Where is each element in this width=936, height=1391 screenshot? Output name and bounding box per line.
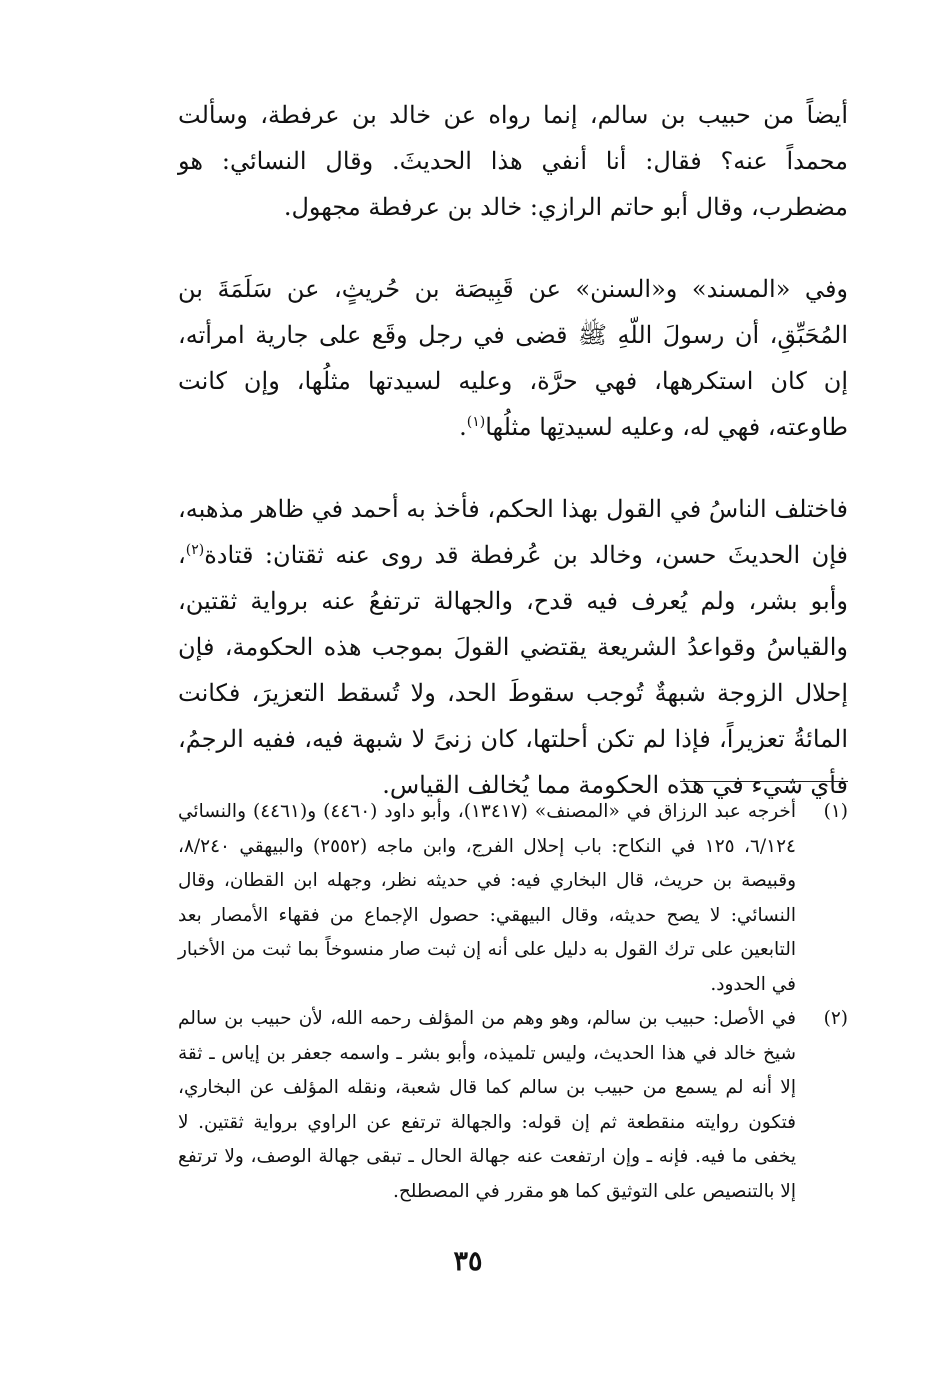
footnote-2-text: في الأصل: حبيب بن سالم، وهو وهم من المؤلف رحمه الله، لأن حبيب بن سالم شيخ خالد في هذا الحديث، وليس تلميذه، وأبو بشر ـ واسمه جعفر بن إياس ـ ثقة إلا أنه لم يسمع من حبيب بن سالم كما قال شعبة، ونقله المؤلف عن البخاري، فتكون روايته منقطعة ثم إن قوله: والجهالة ترتفع عن الراوي برواية ثقتين. لا يخفى ما فيه. فإنه ـ وإن ارتفعت عنه جهالة الحال ـ تبقى جهالة الوصف، ولا ترتفع إلا بالتنصيص على التوثيق كما هو مقرر في المصطلح. (178, 1008, 796, 1202)
paragraph-3 (178, 486, 848, 808)
footnote-ref-1[interactable]: (١) (466, 414, 486, 430)
footnotes (178, 795, 848, 1209)
paragraph-2 (178, 266, 848, 450)
paragraph-3-text-a: فاختلف الناسُ في القول بهذا الحكم، فأخذ به أحمد في ظاهر مذهبه، فإن الحديثَ حسن، وخالد بن عُرفطة قد روى عنه ثقتان: قتادة (178, 495, 848, 569)
footnote-ref-2[interactable]: (٢) (185, 542, 205, 558)
footnote-2 (178, 1002, 848, 1209)
paragraph-1-text: أيضاً من حبيب بن سالم، إنما رواه عن خالد بن عرفطة، وسألت محمداً عنه؟ فقال: أنا أنفي هذا الحديثَ. وقال النسائي: هو مضطرب، وقال أبو حاتم الرازي: خالد بن عرفطة مجهول. (178, 101, 848, 221)
paragraph-2-end: . (459, 413, 467, 441)
page-number: ٣٥ (453, 1246, 483, 1277)
footnote-1-number: (١) (823, 801, 848, 822)
footnote-2-number: (٢) (823, 1008, 848, 1029)
footnote-1-text: أخرجه عبد الرزاق في «المصنف» (١٣٤١٧)، وأبو داود (٤٤٦٠) و(٤٤٦١) والنسائي ٦/١٢٤، ١٢٥ في النكاح: باب إحلال الفرج، وابن ماجه (٢٥٥٢) والبيهقي ٨/٢٤٠، وقبيصة بن حريث، قال البخاري فيه: في حديثه نظر، وجهله ابن القطان، وقال النسائي: لا يصح حديثه، وقال البيهقي: حصول الإجماع من فقهاء الأمصار بعد التابعين على ترك القول به دليل على أنه إن ثبت صار منسوخاً بما ثبت من الأخبار في الحدود. (178, 801, 796, 995)
paragraph-1 (178, 92, 848, 230)
paragraph-3-text-b: ، وأبو بشر، ولم يُعرف فيه قدح، والجهالة ترتفعُ عنه برواية ثقتين، والقياسُ وقواعدُ الشريعة يقتضي القولَ بموجب هذه الحكومة، فإن إحلال الزوجة شبهةٌ تُوجب سقوطَ الحد، ولا تُسقط التعزيرَ، فكانت المائةُ تعزيراً، فإذا لم تكن أحلتها، كان زنىً لا شبهة فيه، ففيه الرجمُ، فأي شيء في هذه الحكومة مما يُخالف القياس. (178, 541, 848, 799)
main-text (178, 92, 848, 808)
footnote-1 (178, 795, 848, 1002)
paragraph-2-text: وفي «المسند» و«السنن» عن قَبِيصَة بن حُريثٍ، عن سَلَمَةَ بن المُحَبِّقِ، أن رسولَ اللّهِ ﷺ قضى في رجل وقَع على جارية امرأته، إن كان استكرهها، فهي حرَّة، وعليه لسيدتها مثلُها، وإن كانت طاوعته، فهي له، وعليه لسيدتِها مثلُها (178, 275, 849, 441)
footnote-separator (680, 781, 848, 782)
